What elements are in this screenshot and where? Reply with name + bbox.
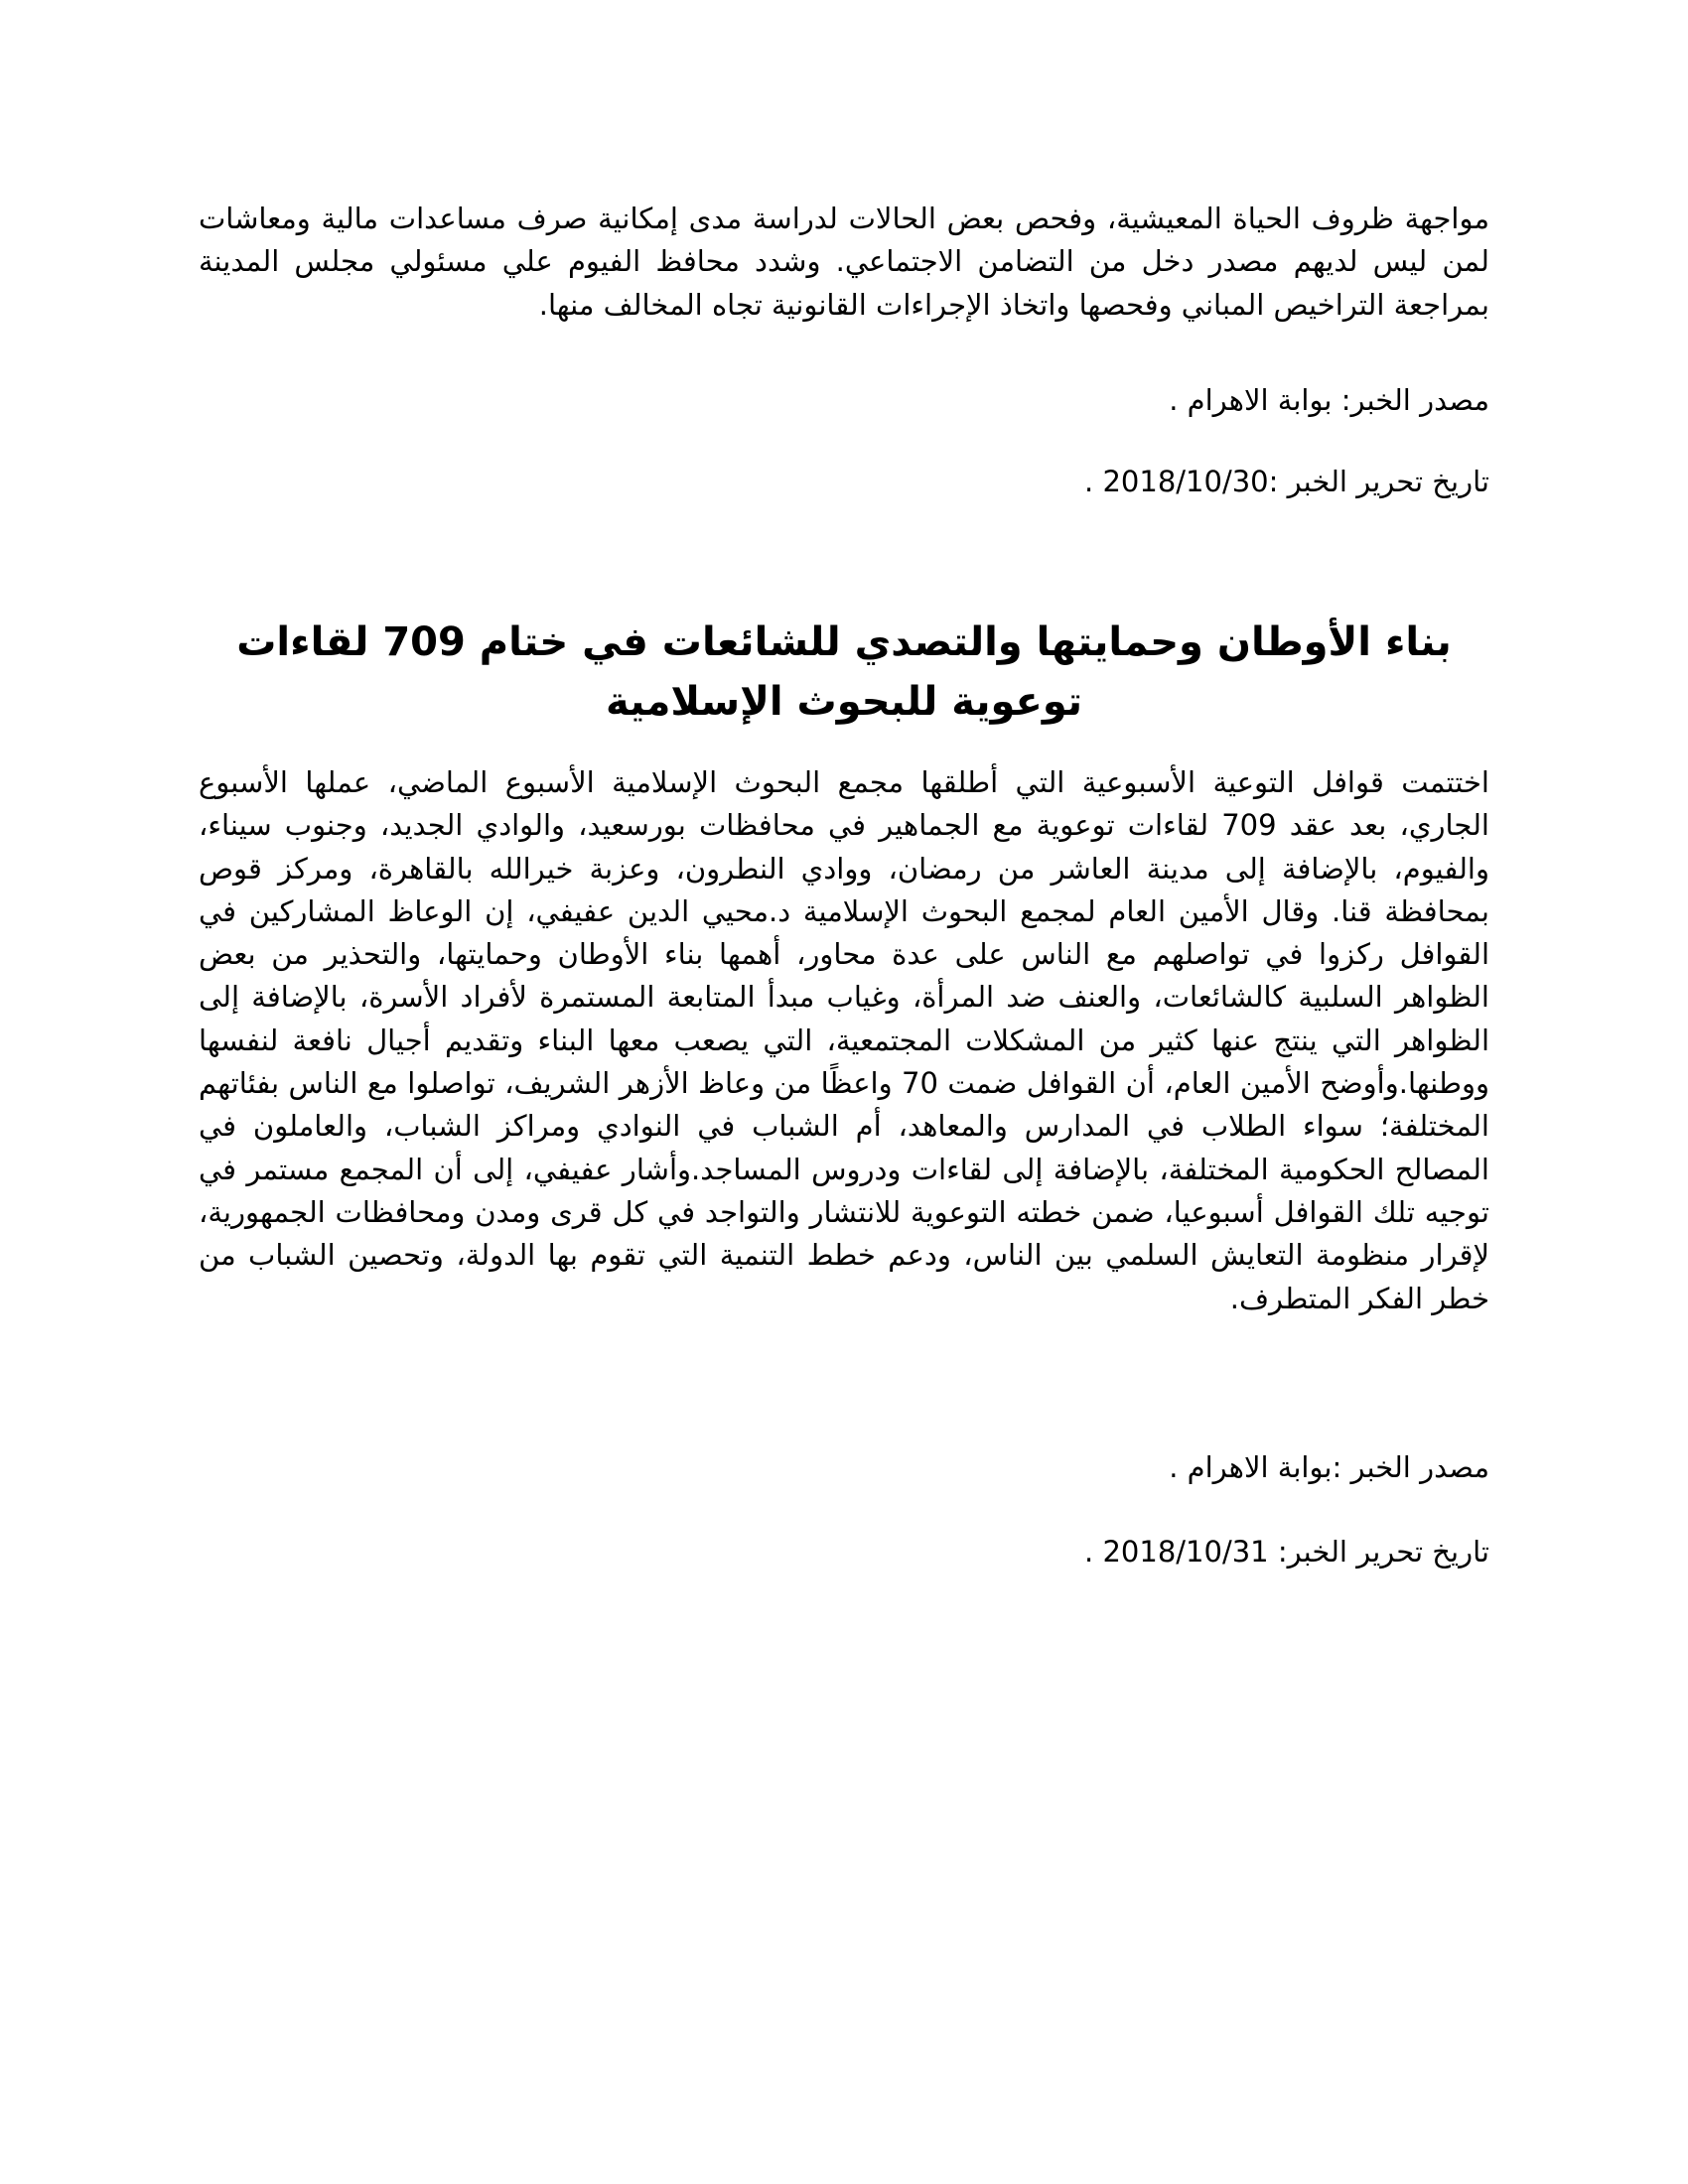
previous-article-source: مصدر الخبر: بوابة الاهرام . bbox=[1169, 383, 1489, 417]
main-article-body: اختتمت قوافل التوعية الأسبوعية التي أطلقها مجمع البحوث الإسلامية الأسبوع الماضي، عملها الأسبوع الجاري، بعد عقد 709 لقاءات توعوية مع الجماهير في محافظات بورسعيد، والوادي الجديد، وجنوب سيناء، والفيوم، بالإضافة إلى مدينة العاشر من رمضان، ووادي النطرون، وعزبة خيرالله بالقاهرة، ومركز قوص بمحافظة قنا. وقال الأمين العام لمجمع البحوث الإسلامية د.محيي الدين عفيفي، إن الوعاظ المشاركين في القوافل ركزوا في تواصلهم مع الناس على عدة محاور، أهمها بناء الأوطان وحمايتها، والتحذير من بعض الظواهر السلبية كالشائعات، والعنف ضد المرأة، وغياب مبدأ المتابعة المستمرة لأفراد الأسرة، بالإضافة إلى الظواهر التي ينتج عنها كثير من المشكلات المجتمعية، التي يصعب معها البناء وتقديم أجيال نافعة لنفسها ووطنها.وأوضح الأمين العام، أن القوافل ضمت 70 واعظًا من وعاظ الأزهر الشريف، تواصلوا مع الناس بفئاتهم المختلفة؛ سواء الطلاب في المدارس والمعاهد، أم الشباب في النوادي ومراكز الشباب، والعاملون في المصالح الحكومية المختلفة، بالإضافة إلى لقاءات ودروس المساجد.وأشار عفيفي، إلى أن المجمع مستمر في توجيه تلك القوافل أسبوعيا، ضمن خطته التوعوية للانتشار والتواجد في كل قرى ومدن ومحافظات الجمهورية، لإقرار منظومة التعايش السلمي بين الناس، ودعم خطط التنمية التي تقوم بها الدولة، وتحصين الشباب من خطر الفكر المتطرف. bbox=[199, 765, 1489, 1315]
main-article-date: تاريخ تحرير الخبر: 2018/10/31 . bbox=[1084, 1535, 1489, 1569]
previous-article-source-block bbox=[199, 379, 1489, 422]
main-article-date-block bbox=[199, 1531, 1489, 1573]
previous-article-date: تاريخ تحرير الخبر :2018/10/30 . bbox=[1084, 465, 1489, 498]
main-article-source: مصدر الخبر :بوابة الاهرام . bbox=[1169, 1450, 1489, 1484]
main-article-headline: بناء الأوطان وحمايتها والتصدي للشائعات في ختام 709 لقاءات توعوية للبحوث الإسلامية bbox=[236, 619, 1452, 725]
main-article bbox=[199, 761, 1489, 1320]
main-article-source-block bbox=[199, 1446, 1489, 1489]
previous-article-body: مواجهة ظروف الحياة المعيشية، وفحص بعض الحالات لدراسة مدى إمكانية صرف مساعدات مالية ومعاشات لمن ليس لديهم مصدر دخل من التضامن الاجتماعي. وشدد محافظ الفيوم علي مسئولي مجلس المدينة بمراجعة التراخيص المباني وفحصها واتخاذ الإجراءات القانونية تجاه المخالف منها. bbox=[199, 202, 1489, 322]
previous-article-date-block bbox=[199, 461, 1489, 503]
main-article-header bbox=[199, 613, 1489, 732]
previous-article bbox=[199, 198, 1489, 327]
